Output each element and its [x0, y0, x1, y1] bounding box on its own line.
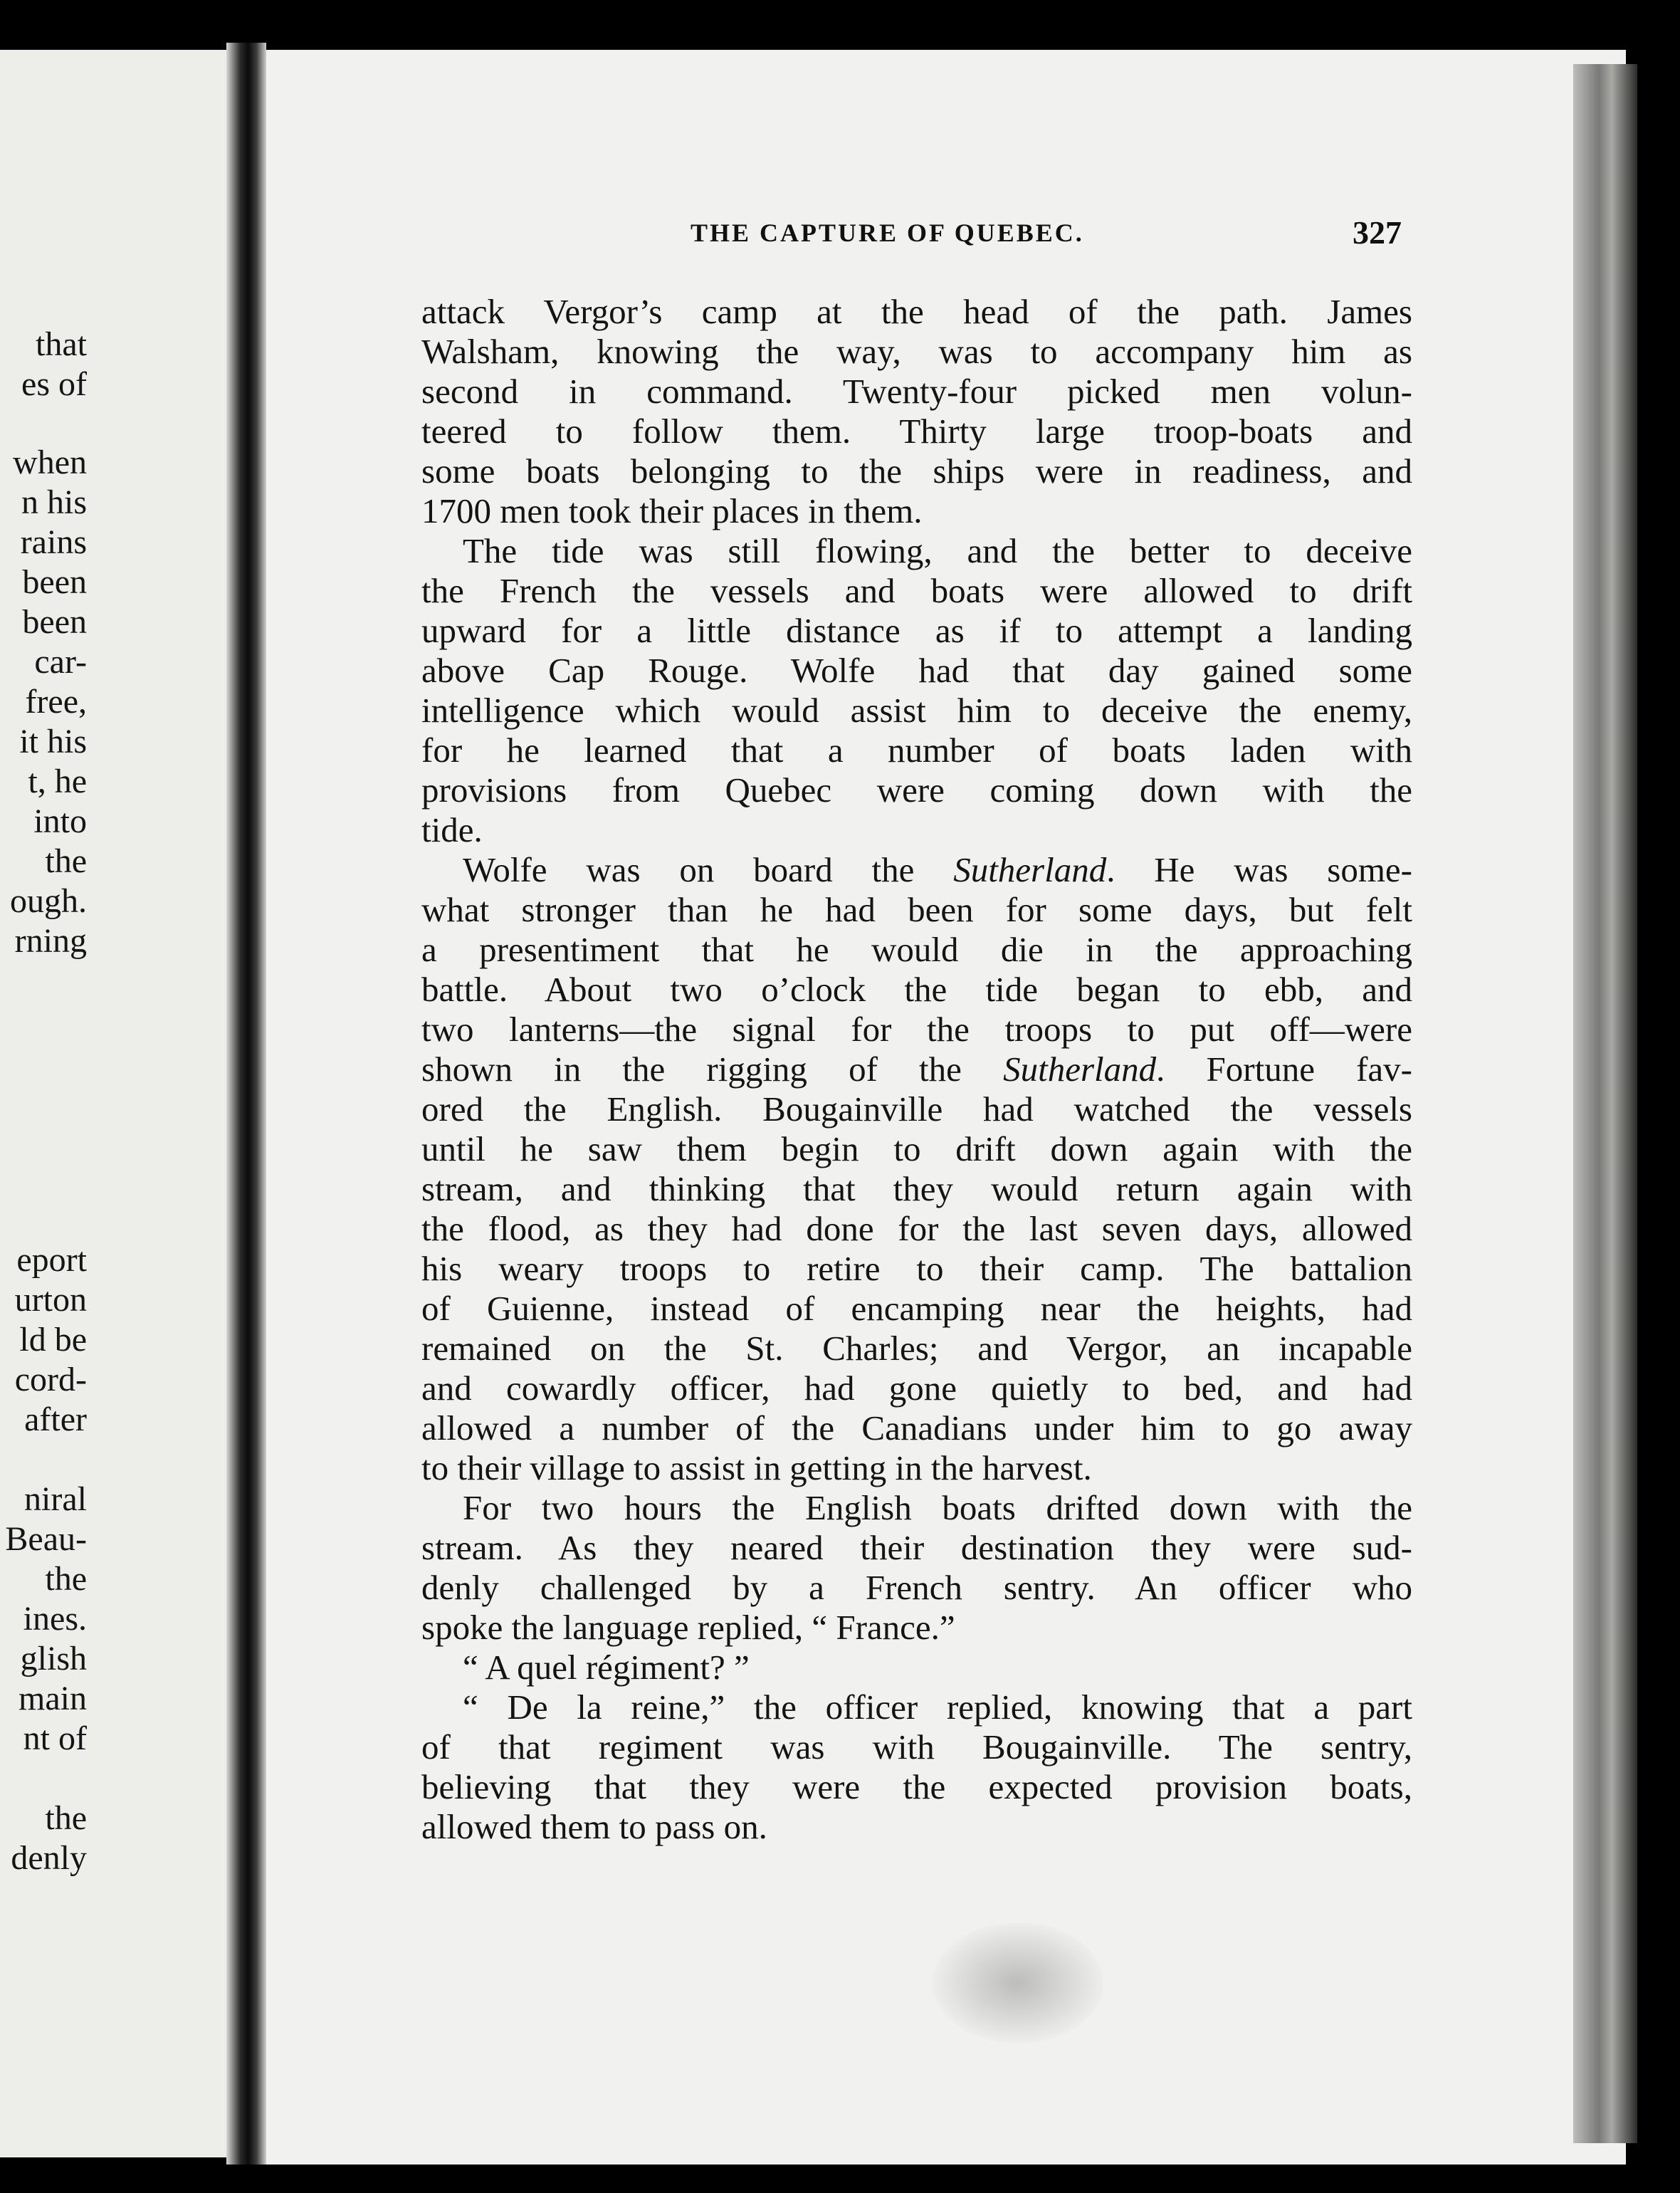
text-line: The tide was still flowing, and the better to deceive: [463, 531, 1412, 570]
page-number: 327: [1353, 214, 1402, 251]
text-line: “ A quel régiment? ”: [463, 1648, 750, 1687]
text-line: the French the vessels and boats were allowed to drift: [421, 571, 1412, 610]
text-line: stream. As they neared their destination they were sud-: [421, 1528, 1412, 1567]
text-line: upward for a little distance as if to attempt a landing: [421, 611, 1412, 650]
text-line: to their village to assist in getting in the harvest.: [421, 1448, 1092, 1487]
left-page-fragment: niral: [24, 1480, 87, 1518]
book-gutter: [226, 43, 266, 2165]
text-line: ored the English. Bougainville had watched the vessels: [421, 1089, 1412, 1129]
left-page-fragment: es of: [21, 365, 87, 403]
left-page-fragment: car-: [34, 643, 87, 681]
text-line: Wolfe was on board the Sutherland. He was some-: [463, 850, 1412, 889]
text-line: and cowardly officer, had gone quietly to bed, and had: [421, 1368, 1412, 1408]
text-line: until he saw them begin to drift down again with the: [421, 1129, 1412, 1168]
text-line: “ De la reine,” the officer replied, knowing that a part: [463, 1687, 1412, 1727]
ink-smudge: [933, 1922, 1103, 2043]
text-line: shown in the rigging of the Sutherland. Fortune fav-: [421, 1050, 1412, 1089]
text-line: provisions from Quebec were coming down with the: [421, 770, 1412, 810]
text-line: denly challenged by a French sentry. An officer who: [421, 1568, 1412, 1607]
page-edge: [1573, 64, 1637, 2143]
left-page-fragment: rains: [20, 523, 87, 561]
left-page-fragment: that: [36, 325, 87, 363]
left-page-margin: [0, 50, 226, 2157]
text-line: what stronger than he had been for some days, but felt: [421, 890, 1412, 929]
left-page-fragment: it his: [19, 723, 87, 760]
text-line: above Cap Rouge. Wolfe had that day gained some: [421, 651, 1412, 690]
left-page-fragment: nt of: [23, 1720, 87, 1757]
left-page-fragment: cord-: [14, 1361, 87, 1398]
text-line: the flood, as they had done for the last seven days, allowed: [421, 1209, 1412, 1248]
left-page-fragment: been: [22, 603, 87, 641]
running-head: THE CAPTURE OF QUEBEC.: [691, 219, 1084, 247]
text-line: second in command. Twenty-four picked men volun-: [421, 372, 1412, 411]
text-line: spoke the language replied, “ France.”: [421, 1608, 955, 1647]
text-line: Walsham, knowing the way, was to accompany him as: [421, 332, 1412, 371]
text-line: attack Vergor’s camp at the head of the path. James: [421, 292, 1412, 331]
left-page-fragment: Beau-: [5, 1520, 87, 1558]
text-line: of that regiment was with Bougainville. The sentry,: [421, 1727, 1412, 1767]
left-page-fragment: ines.: [23, 1600, 87, 1638]
text-line: teered to follow them. Thirty large troop-boats and: [421, 412, 1412, 451]
text-line: of Guienne, instead of encamping near the heights, had: [421, 1289, 1412, 1328]
left-page-fragment: into: [33, 802, 87, 840]
text-line: allowed them to pass on.: [421, 1807, 767, 1846]
left-page-fragment: eport: [16, 1241, 87, 1279]
body-text: [421, 292, 1412, 1847]
text-line: believing that they were the expected provision boats,: [421, 1767, 1412, 1806]
left-page-fragment: denly: [11, 1839, 87, 1877]
text-line: stream, and thinking that they would return again with: [421, 1169, 1412, 1208]
left-page-fragment: ough.: [10, 882, 87, 920]
text-line: battle. About two o’clock the tide began to ebb, and: [421, 970, 1412, 1009]
left-page-fragment: urton: [14, 1281, 87, 1319]
text-line: remained on the St. Charles; and Vergor, an incapable: [421, 1329, 1412, 1368]
text-line: his weary troops to retire to their camp. The battalion: [421, 1249, 1412, 1288]
left-page-fragment: ld be: [19, 1321, 87, 1359]
left-page-fragment: the: [45, 1799, 87, 1837]
left-page-fragment: main: [19, 1680, 87, 1717]
text-line: for he learned that a number of boats laden with: [421, 731, 1412, 770]
left-page-fragment: glish: [20, 1640, 87, 1678]
left-page-fragment: after: [24, 1401, 87, 1438]
text-line: allowed a number of the Canadians under him to go away: [421, 1408, 1412, 1448]
text-line: 1700 men took their places in them.: [421, 491, 923, 530]
left-page-fragment: t, he: [28, 763, 87, 800]
text-line: a presentiment that he would die in the approaching: [421, 930, 1412, 969]
text-line: tide.: [421, 810, 483, 849]
text-line: two lanterns—the signal for the troops to put off—were: [421, 1010, 1412, 1049]
text-line: some boats belonging to the ships were in readiness, and: [421, 451, 1412, 491]
left-page-fragment: the: [45, 842, 87, 880]
left-page-fragment: free,: [25, 683, 87, 721]
left-page-fragment: the: [45, 1560, 87, 1598]
text-line: intelligence which would assist him to deceive the enemy,: [421, 691, 1412, 730]
left-page-fragment: been: [22, 563, 87, 601]
left-page-fragment: n his: [21, 483, 87, 521]
left-page-fragment: when: [13, 444, 87, 481]
text-line: For two hours the English boats drifted down with the: [463, 1488, 1412, 1527]
left-page-fragment: rning: [14, 922, 87, 960]
